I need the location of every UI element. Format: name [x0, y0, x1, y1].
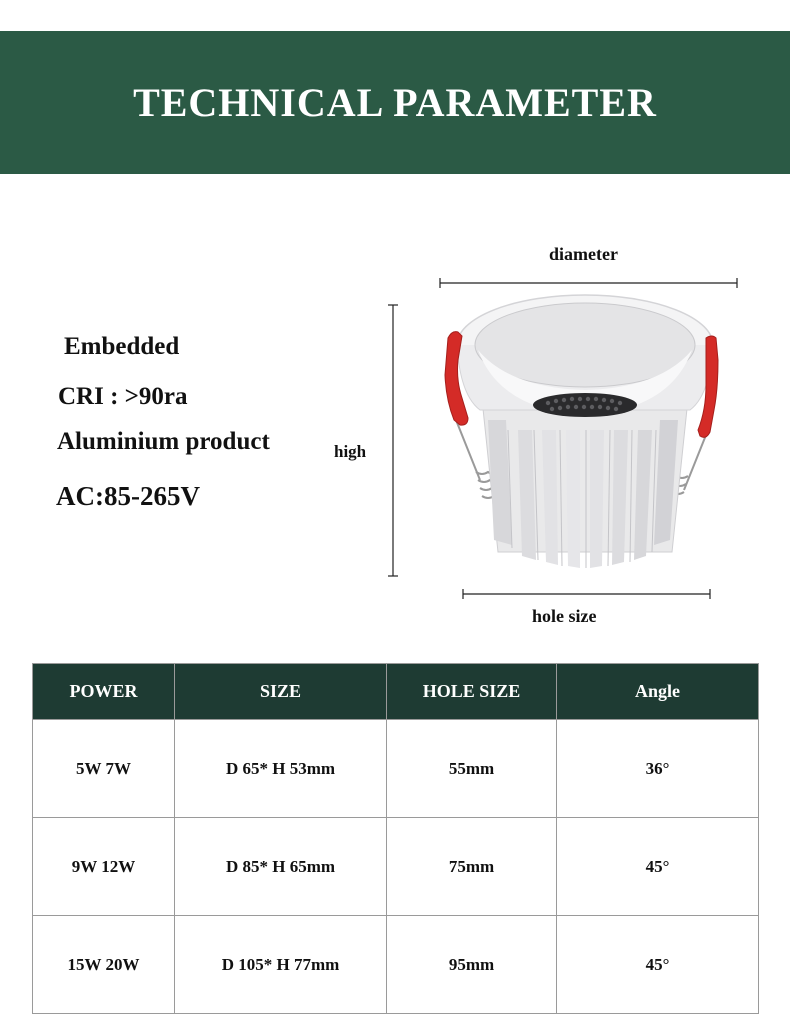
parameter-table: [32, 663, 759, 1014]
cell-angle: 36°: [557, 720, 759, 818]
table-row: [33, 720, 759, 818]
feature-voltage: AC:85-265V: [56, 481, 200, 511]
high-label: high: [334, 442, 367, 461]
header-power: POWER: [33, 664, 175, 720]
diameter-label: diameter: [549, 244, 618, 264]
page-title: TECHNICAL PARAMETER: [133, 80, 657, 125]
diameter-dimension-line: [440, 278, 737, 288]
cell-size: D 105* H 77mm: [175, 916, 387, 1014]
cell-angle: 45°: [557, 916, 759, 1014]
cell-power: 15W 20W: [33, 916, 175, 1014]
header-angle: Angle: [557, 664, 759, 720]
table-row: [33, 818, 759, 916]
feature-cri: CRI : >90ra: [58, 383, 188, 410]
table-header-row: [33, 664, 759, 720]
feature-material: Aluminium product: [57, 428, 270, 455]
cell-angle: 45°: [557, 818, 759, 916]
high-dimension-line: [388, 305, 398, 576]
hole-size-dimension-line: [463, 589, 710, 599]
led-grille: [533, 393, 637, 417]
cell-power: 5W 7W: [33, 720, 175, 818]
cell-size: D 85* H 65mm: [175, 818, 387, 916]
cell-size: D 65* H 53mm: [175, 720, 387, 818]
hole-size-label: hole size: [532, 606, 597, 626]
header-size: SIZE: [175, 664, 387, 720]
feature-embedded: Embedded: [64, 333, 180, 360]
header-hole-size: HOLE SIZE: [387, 664, 557, 720]
table-row: [33, 916, 759, 1014]
cell-hole-size: 95mm: [387, 916, 557, 1014]
cell-hole-size: 75mm: [387, 818, 557, 916]
cell-power: 9W 12W: [33, 818, 175, 916]
cell-hole-size: 55mm: [387, 720, 557, 818]
